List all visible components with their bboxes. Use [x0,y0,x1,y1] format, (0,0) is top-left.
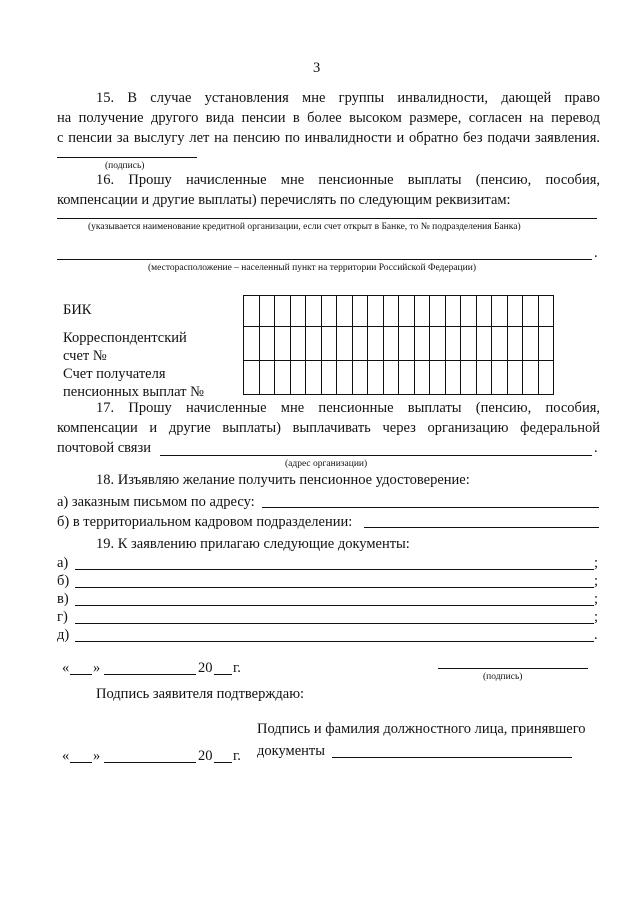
official-month-line[interactable] [104,762,196,763]
corr-account-cell[interactable] [414,327,430,361]
location-caption: (месторасположение – населенный пункт на территории Российской Федерации) [148,263,476,273]
applicant-month-line[interactable] [104,674,196,675]
document-row-end: ; [594,591,599,607]
recipient-account-cell[interactable] [399,361,415,395]
corr-account-label-1: Корреспондентский [63,330,187,346]
bik-cell[interactable] [430,296,446,327]
recipient-account-cell[interactable] [538,361,554,395]
item16-line1: 16. Прошу начисленные мне пенсионные выплаты (пенсию, пособия, [96,172,600,188]
applicant-signature-line[interactable] [438,668,588,669]
corr-account-cell[interactable] [507,327,523,361]
bik-cell[interactable] [337,296,353,327]
item15-line3: с пенсии за выслугу лет на пенсию по инвалидности и обратно без подачи заявления. [57,130,600,146]
document-row-label: д) [57,627,70,643]
bank-name-line[interactable] [57,218,597,219]
bik-cell[interactable] [461,296,477,327]
recipient-account-cell[interactable] [306,361,322,395]
document-row-end: . [594,627,598,643]
item18-option-a: а) заказным письмом по адресу: [57,494,255,510]
item17-line3: почтовой связи [57,440,151,456]
applicant-date-open-quote: « [62,660,70,676]
applicant-day-line[interactable] [70,674,92,675]
recipient-account-cell[interactable] [461,361,477,395]
post-office-address-line[interactable] [160,455,592,456]
recipient-account-label-1: Счет получателя [63,366,166,382]
recipient-account-cell[interactable] [414,361,430,395]
document-row-end: ; [594,609,599,625]
recipient-account-label-2: пенсионных выплат № [63,384,204,400]
recipient-account-cell[interactable] [275,361,291,395]
corr-account-cell[interactable] [259,327,275,361]
document-row-label: б) [57,573,70,589]
bik-cell[interactable] [523,296,539,327]
item15-signature-line[interactable] [57,157,197,158]
bik-cell[interactable] [290,296,306,327]
corr-account-cell[interactable] [383,327,399,361]
corr-account-cell[interactable] [538,327,554,361]
document-row-line[interactable] [75,569,594,570]
bik-cell[interactable] [383,296,399,327]
document-row-line[interactable] [75,623,594,624]
bik-label: БИК [63,302,92,318]
corr-account-cell[interactable] [290,327,306,361]
applicant-year-prefix: 20 [198,660,213,676]
official-signature-line[interactable] [332,757,572,758]
official-year-line[interactable] [214,762,232,763]
item15-line2: на получение другого вида пенсии в более высоком размере, согласен на перевод [57,110,600,126]
bik-cell[interactable] [368,296,384,327]
applicant-year-suffix: г. [233,660,241,676]
document-row-label: в) [57,591,69,607]
official-year-suffix: г. [233,748,241,764]
recipient-account-cell[interactable] [523,361,539,395]
recipient-account-cell[interactable] [244,361,260,395]
confirmation-text: Подпись заявителя подтверждаю: [96,686,305,702]
official-date-open-quote: « [62,748,70,764]
bik-cell[interactable] [244,296,260,327]
applicant-date-close-quote: » [93,660,101,676]
document-row-line[interactable] [75,587,594,588]
corr-account-cell[interactable] [492,327,508,361]
document-row-line[interactable] [75,605,594,606]
corr-account-cell[interactable] [430,327,446,361]
document-row-label: а) [57,555,69,571]
corr-account-cell[interactable] [244,327,260,361]
item19-heading: 19. К заявлению прилагаю следующие документы: [96,536,410,552]
corr-account-cell[interactable] [399,327,415,361]
corr-account-cell[interactable] [445,327,461,361]
mail-address-line[interactable] [262,507,599,508]
bik-cell[interactable] [492,296,508,327]
bik-cell[interactable] [321,296,337,327]
bik-cell[interactable] [538,296,554,327]
bank-location-end: . [594,245,598,261]
hr-department-line[interactable] [364,527,599,528]
bik-cell[interactable] [306,296,322,327]
document-row-label: г) [57,609,68,625]
corr-account-cell[interactable] [352,327,368,361]
item15-line1: 15. В случае установления мне группы инвалидности, дающей право [96,90,600,106]
document-row-end: ; [594,555,599,571]
bik-cell[interactable] [352,296,368,327]
applicant-year-line[interactable] [214,674,232,675]
recipient-account-cell[interactable] [383,361,399,395]
item16-line2: компенсации и другие выплаты) перечислять по следующим реквизитам: [57,192,511,208]
item18-heading: 18. Изъявляю желание получить пенсионное удостоверение: [96,472,470,488]
item18-option-b: б) в территориальном кадровом подразделении: [57,514,353,530]
bik-cell[interactable] [476,296,492,327]
official-year-prefix: 20 [198,748,213,764]
item17-line2: компенсации и другие выплаты) выплачивать через организацию федеральной [57,420,600,436]
corr-account-label-2: счет № [63,348,107,364]
bik-cell[interactable] [414,296,430,327]
recipient-account-cell[interactable] [507,361,523,395]
corr-account-cell[interactable] [461,327,477,361]
official-line-2: документы [257,743,325,759]
bik-cell[interactable] [507,296,523,327]
corr-account-cell[interactable] [368,327,384,361]
corr-account-cell[interactable] [306,327,322,361]
bik-cell[interactable] [399,296,415,327]
bik-cell[interactable] [445,296,461,327]
item17-line1: 17. Прошу начисленные мне пенсионные выплаты (пенсию, пособия, [96,400,600,416]
bank-details-grid [243,295,554,395]
recipient-account-cell[interactable] [430,361,446,395]
recipient-account-cell[interactable] [321,361,337,395]
page-number: 3 [313,60,321,76]
official-line-1: Подпись и фамилия должностного лица, принявшего [257,721,586,737]
document-row-line[interactable] [75,641,594,642]
recipient-account-cell[interactable] [290,361,306,395]
item15-signature-caption: (подпись) [105,161,145,171]
recipient-account-cell[interactable] [352,361,368,395]
bank-location-line[interactable] [57,259,592,260]
document-row-end: ; [594,573,599,589]
post-office-address-end: . [594,440,598,456]
bank-caption: (указывается наименование кредитной организации, если счет открыт в Банке, то № подразделения Банка) [88,222,521,232]
recipient-account-cell[interactable] [476,361,492,395]
corr-account-cell[interactable] [337,327,353,361]
applicant-signature-caption: (подпись) [483,672,523,682]
corr-account-cell[interactable] [321,327,337,361]
corr-account-cell[interactable] [523,327,539,361]
recipient-account-cell[interactable] [445,361,461,395]
corr-account-cell[interactable] [275,327,291,361]
address-caption: (адрес организации) [285,459,368,469]
recipient-account-cell[interactable] [259,361,275,395]
recipient-account-cell[interactable] [492,361,508,395]
bik-cell[interactable] [259,296,275,327]
official-date-close-quote: » [93,748,101,764]
official-day-line[interactable] [70,762,92,763]
recipient-account-cell[interactable] [337,361,353,395]
bik-cell[interactable] [275,296,291,327]
corr-account-cell[interactable] [476,327,492,361]
recipient-account-cell[interactable] [368,361,384,395]
